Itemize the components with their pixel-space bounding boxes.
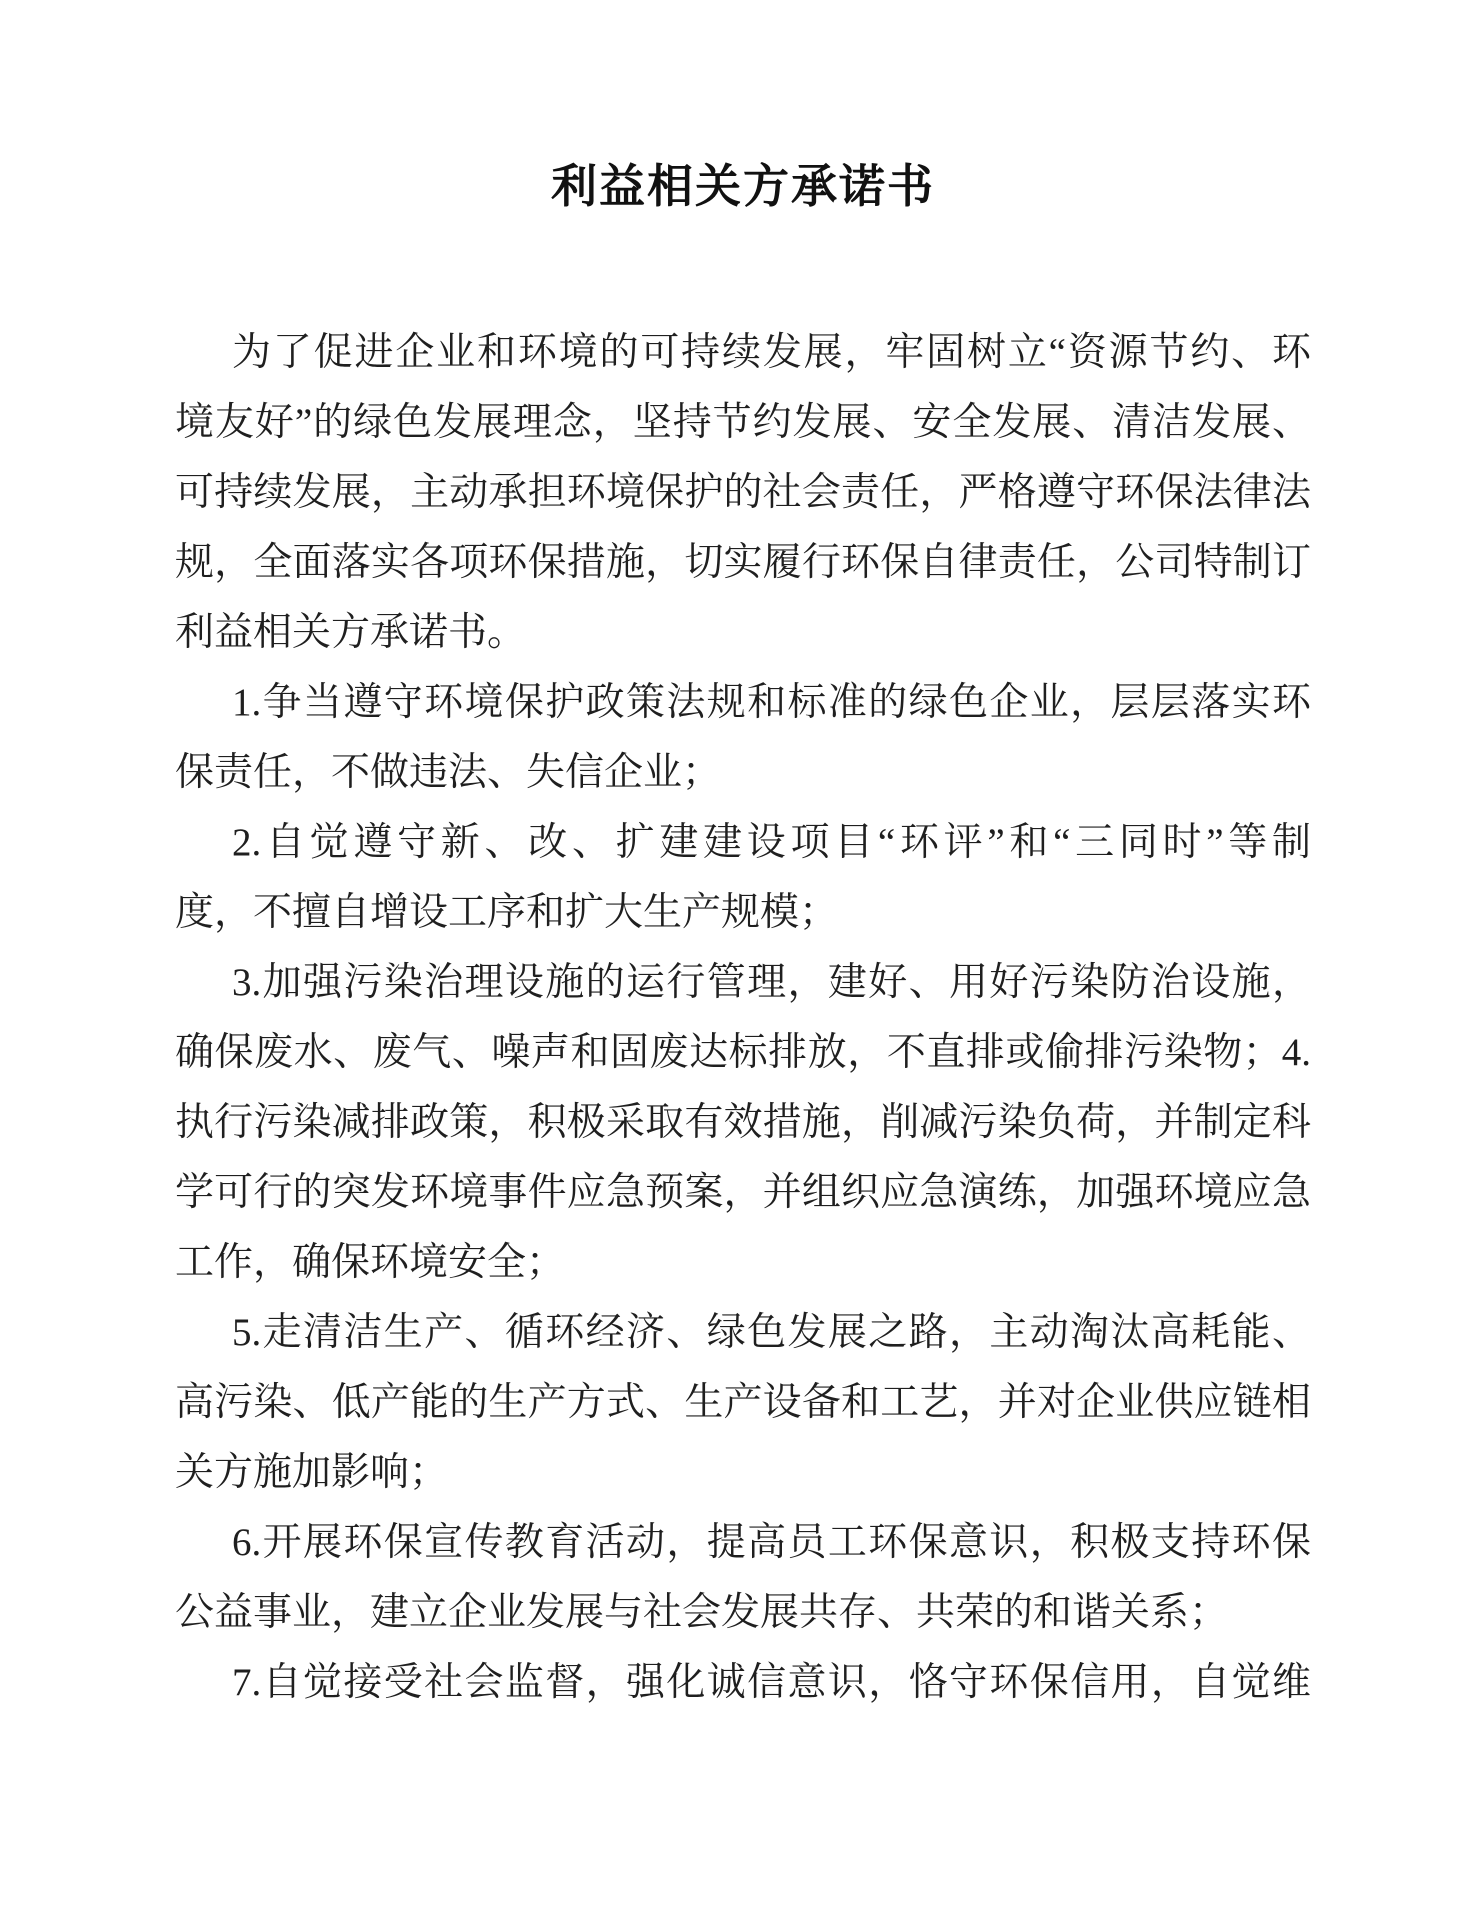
paragraph: [175, 1648, 1311, 1718]
text-line: 可持续发展，主动承担环境保护的社会责任，严格遵守环保法律法: [175, 471, 1311, 514]
text-line: 3.加强污染治理设施的运行管理，建好、用好污染防治设施，: [232, 961, 1311, 1004]
text-line: 学可行的突发环境事件应急预案，并组织应急演练，加强环境应急: [175, 1171, 1311, 1214]
text-line: 规，全面落实各项环保措施，切实履行环保自律责任，公司特制订: [175, 541, 1311, 584]
text-line: 7.自觉接受社会监督，强化诚信意识，恪守环保信用，自觉维: [232, 1661, 1311, 1704]
text-line: 1.争当遵守环境保护政策法规和标准的绿色企业，层层落实环: [232, 681, 1311, 724]
text-line: 关方施加影响；: [175, 1451, 449, 1494]
text-line: 执行污染减排政策，积极采取有效措施，削减污染负荷，并制定科: [175, 1101, 1311, 1144]
text-line: 境友好”的绿色发展理念，坚持节约发展、安全发展、清洁发展、: [175, 401, 1311, 444]
paragraph: [175, 318, 1311, 668]
paragraph: [175, 948, 1311, 1298]
paragraph: [175, 668, 1311, 808]
document-title: 利益相关方承诺书: [551, 160, 935, 212]
text-line: 6.开展环保宣传教育活动，提高员工环保意识，积极支持环保: [232, 1521, 1311, 1564]
text-line: 为了促进企业和环境的可持续发展，牢固树立“资源节约、环: [232, 331, 1311, 374]
text-line: 工作，确保环境安全；: [175, 1241, 566, 1284]
paragraph: [175, 1508, 1311, 1648]
text-line: 确保废水、废气、噪声和固废达标排放，不直排或偷排污染物；4.: [175, 1031, 1311, 1074]
text-line: 公益事业，建立企业发展与社会发展共存、共荣的和谐关系；: [175, 1591, 1229, 1634]
paragraph: [175, 1298, 1311, 1508]
text-line: 保责任，不做违法、失信企业；: [175, 751, 722, 794]
document-body: [175, 318, 1311, 1718]
text-line: 度，不擅自增设工序和扩大生产规模；: [175, 891, 839, 934]
text-line: 5.走清洁生产、循环经济、绿色发展之路，主动淘汰高耗能、: [232, 1311, 1311, 1354]
text-line: 2.自觉遵守新、改、扩建建设项目“环评”和“三同时”等制: [232, 821, 1311, 864]
paragraph: [175, 808, 1311, 948]
text-line: 高污染、低产能的生产方式、生产设备和工艺，并对企业供应链相: [175, 1381, 1311, 1424]
text-line: 利益相关方承诺书。: [175, 611, 527, 654]
